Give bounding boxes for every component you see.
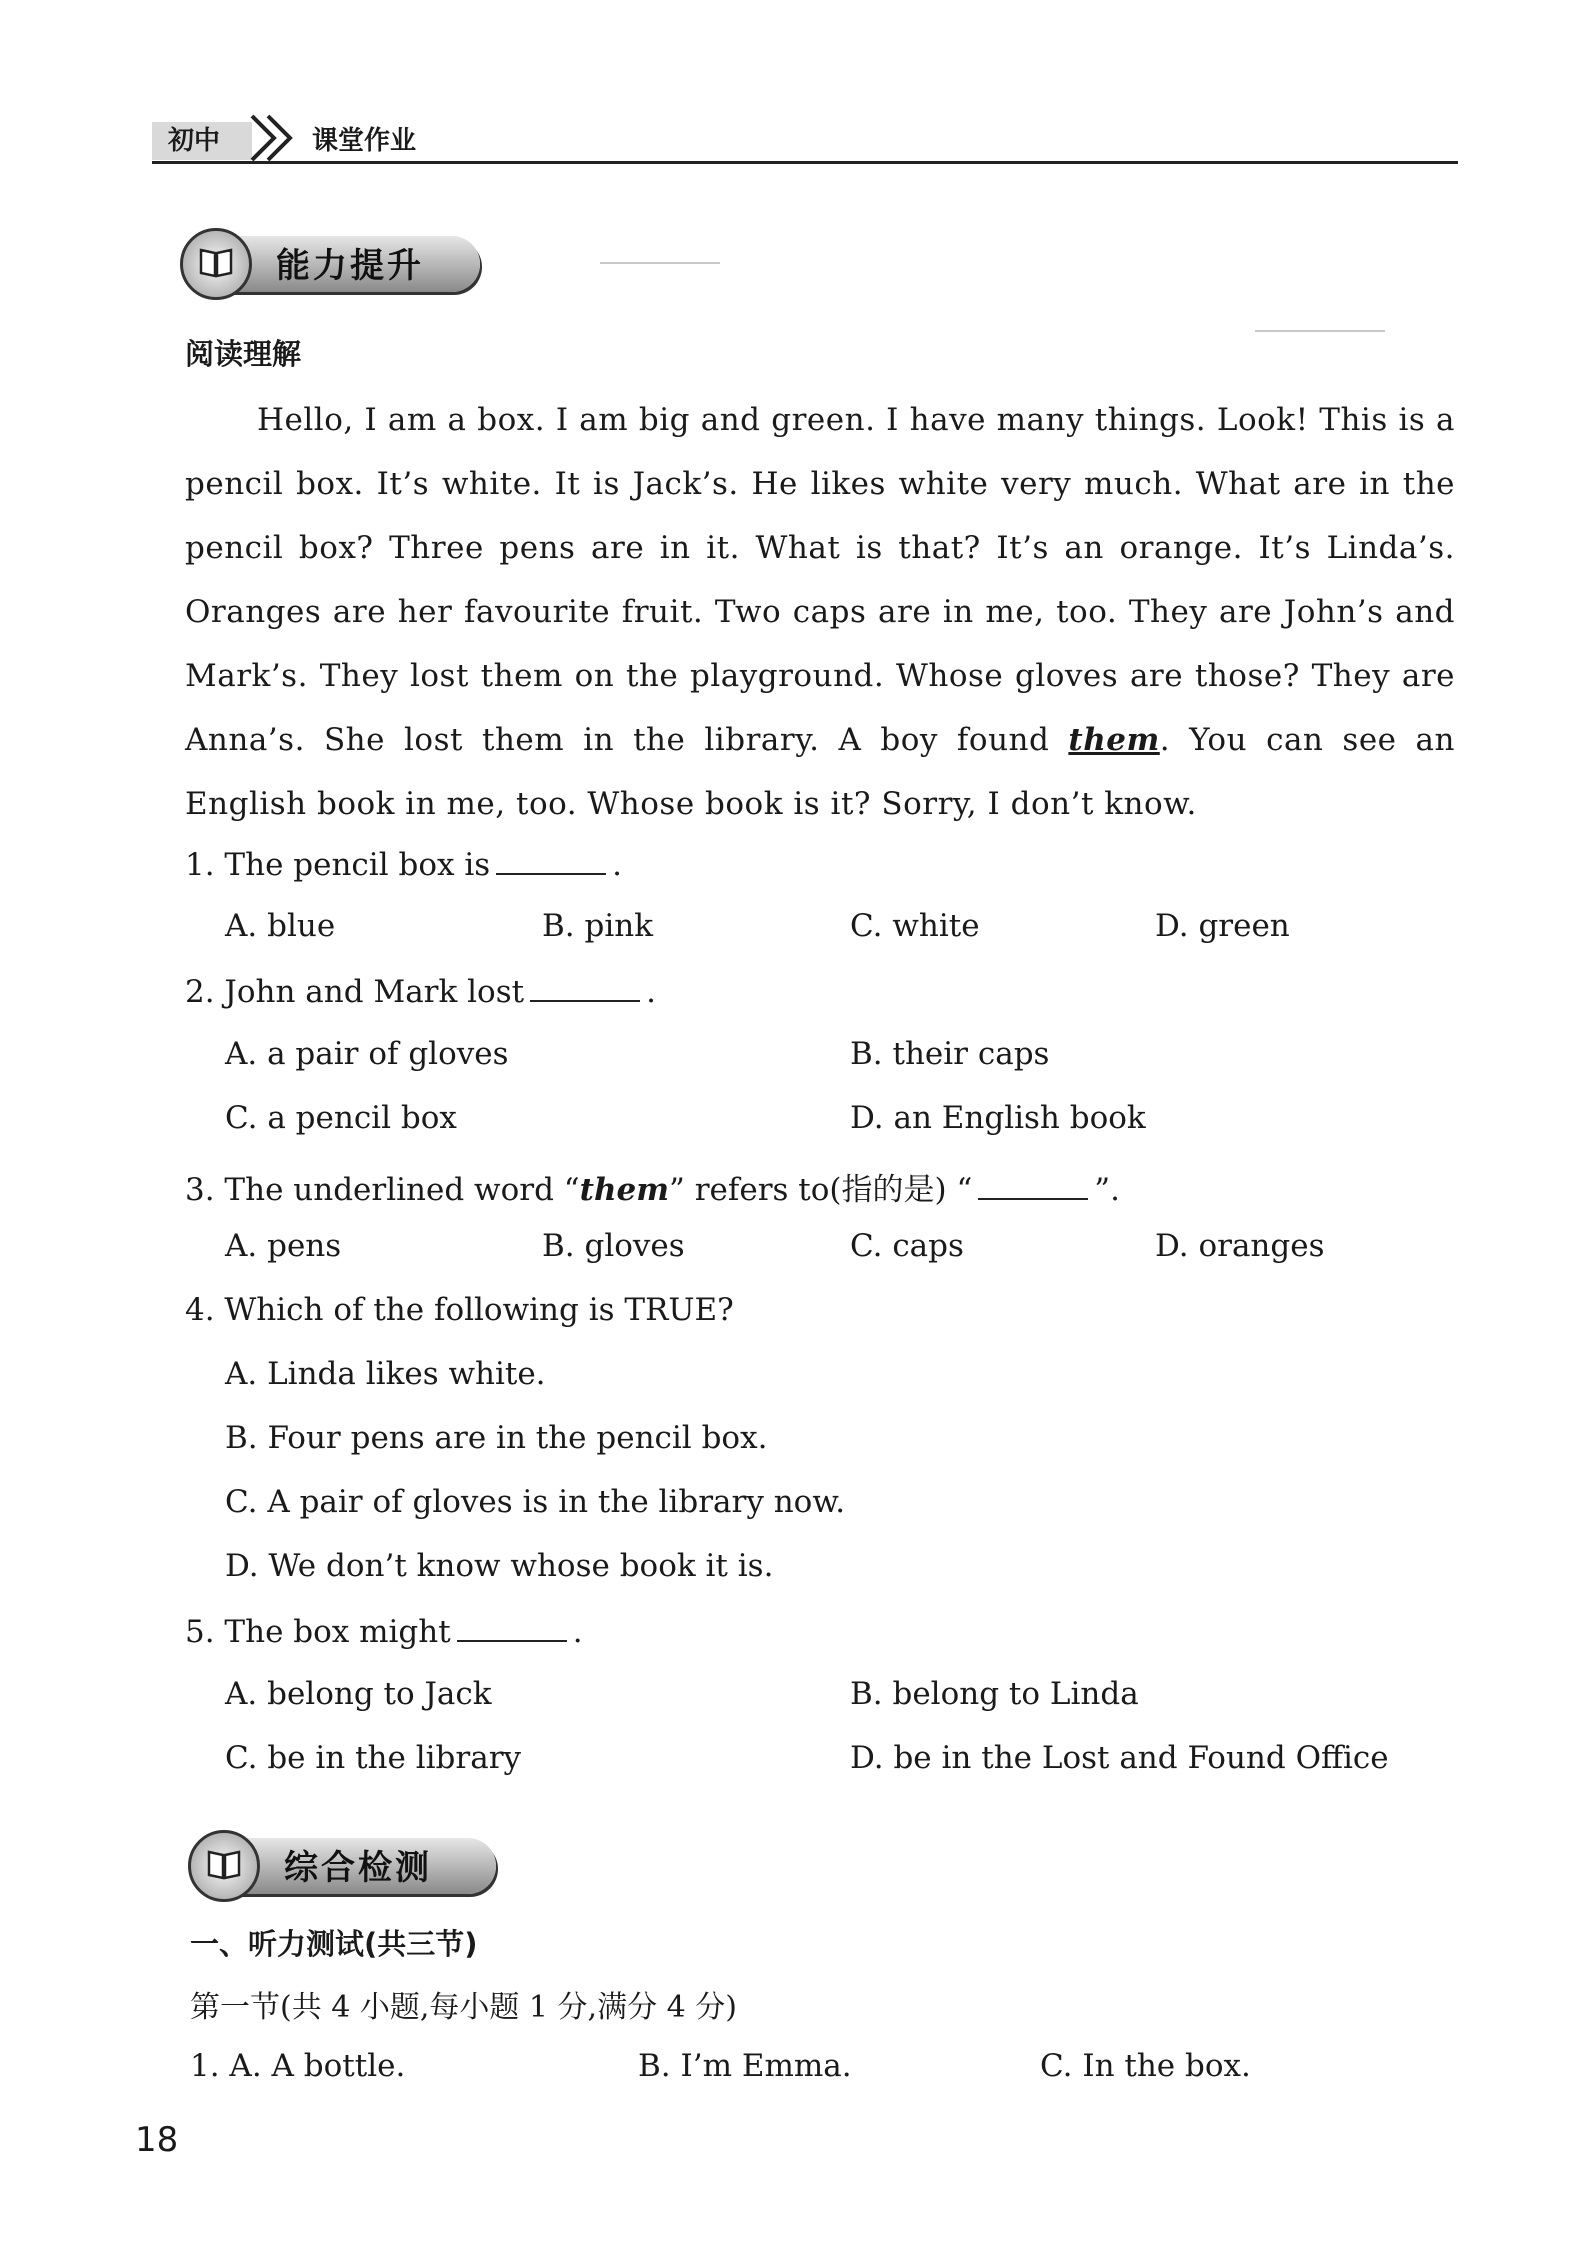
answer-blank: [530, 972, 640, 1002]
q1-option-b: B. pink: [542, 908, 653, 944]
underlined-word: them: [1068, 722, 1160, 758]
q5-option-d: D. be in the Lost and Found Office: [850, 1740, 1389, 1776]
q5-option-c: C. be in the library: [225, 1740, 522, 1776]
listening-item-1-c: C. In the box.: [1040, 2048, 1251, 2084]
reading-heading: 阅读理解: [185, 337, 302, 371]
q4-option-d: D. We don’t know whose book it is.: [225, 1548, 774, 1584]
answer-blank: [496, 845, 606, 875]
page-header: [152, 112, 1458, 164]
grade-label: 初中: [152, 122, 252, 160]
q1-option-a: A. blue: [225, 908, 336, 944]
book-icon: [206, 1846, 242, 1882]
listening-item-1-b: B. I’m Emma.: [638, 2048, 852, 2084]
book-icon: [198, 244, 234, 280]
q3-option-b: B. gloves: [542, 1228, 685, 1264]
q3-option-c: C. caps: [850, 1228, 964, 1264]
q1-option-c: C. white: [850, 908, 980, 944]
banner-title: 能力提升: [276, 246, 424, 286]
q3-option-d: D. oranges: [1155, 1228, 1325, 1264]
section-banner-ability: [180, 224, 480, 300]
q5-option-b: B. belong to Linda: [850, 1676, 1139, 1712]
q5-option-a: A. belong to Jack: [225, 1676, 492, 1712]
q4-option-b: B. Four pens are in the pencil box.: [225, 1420, 768, 1456]
answer-blank: [978, 1170, 1088, 1200]
double-chevron-icon: [244, 112, 304, 162]
question-2: 2. John and Mark lost .: [185, 974, 656, 1010]
q2-option-a: A. a pair of gloves: [225, 1036, 509, 1072]
question-4: 4. Which of the following is TRUE?: [185, 1292, 734, 1328]
listening-item-1-a: 1. A. A bottle.: [190, 2048, 406, 2084]
listening-heading: 一、听力测试(共三节): [190, 1927, 478, 1961]
q4-option-a: A. Linda likes white.: [225, 1356, 546, 1392]
header-rule: [152, 161, 1458, 164]
q3-option-a: A. pens: [225, 1228, 342, 1264]
page-number: 18: [135, 2120, 179, 2160]
q4-option-c: C. A pair of gloves is in the library now.: [225, 1484, 846, 1520]
banner-title: 综合检测: [284, 1848, 432, 1888]
q1-option-d: D. green: [1155, 908, 1290, 944]
q2-option-b: B. their caps: [850, 1036, 1050, 1072]
section-banner-comprehensive: [188, 1826, 498, 1902]
answer-blank: [457, 1612, 567, 1642]
header-title: 课堂作业: [312, 126, 417, 156]
question-1: 1. The pencil box is .: [185, 847, 623, 883]
question-3: 3. The underlined word “them” refers to(指的是) “ ”.: [185, 1172, 1120, 1208]
q2-option-c: C. a pencil box: [225, 1100, 457, 1136]
subsection-instructions: 第一节(共 4 小题,每小题 1 分,满分 4 分): [190, 1990, 737, 2025]
question-5: 5. The box might .: [185, 1614, 583, 1650]
q2-option-d: D. an English book: [850, 1100, 1146, 1136]
reading-passage: Hello, I am a box. I am big and green. I have many things. Look! This is a pencil box. It’s white. It is Jack’s. He likes white very much. What are in the pencil box? Three pens are in it. What is that? It’s an orange. It’s Linda’s. Oranges are her favourite fruit. Two caps are in me, too. They are John’s and Mark’s. They lost them on the playground. Whose gloves are those? They are Anna’s. She lost them in the library. A boy found them. You can see an English book in me, too. Whose book is it? Sorry, I don’t know.: [185, 402, 1456, 822]
